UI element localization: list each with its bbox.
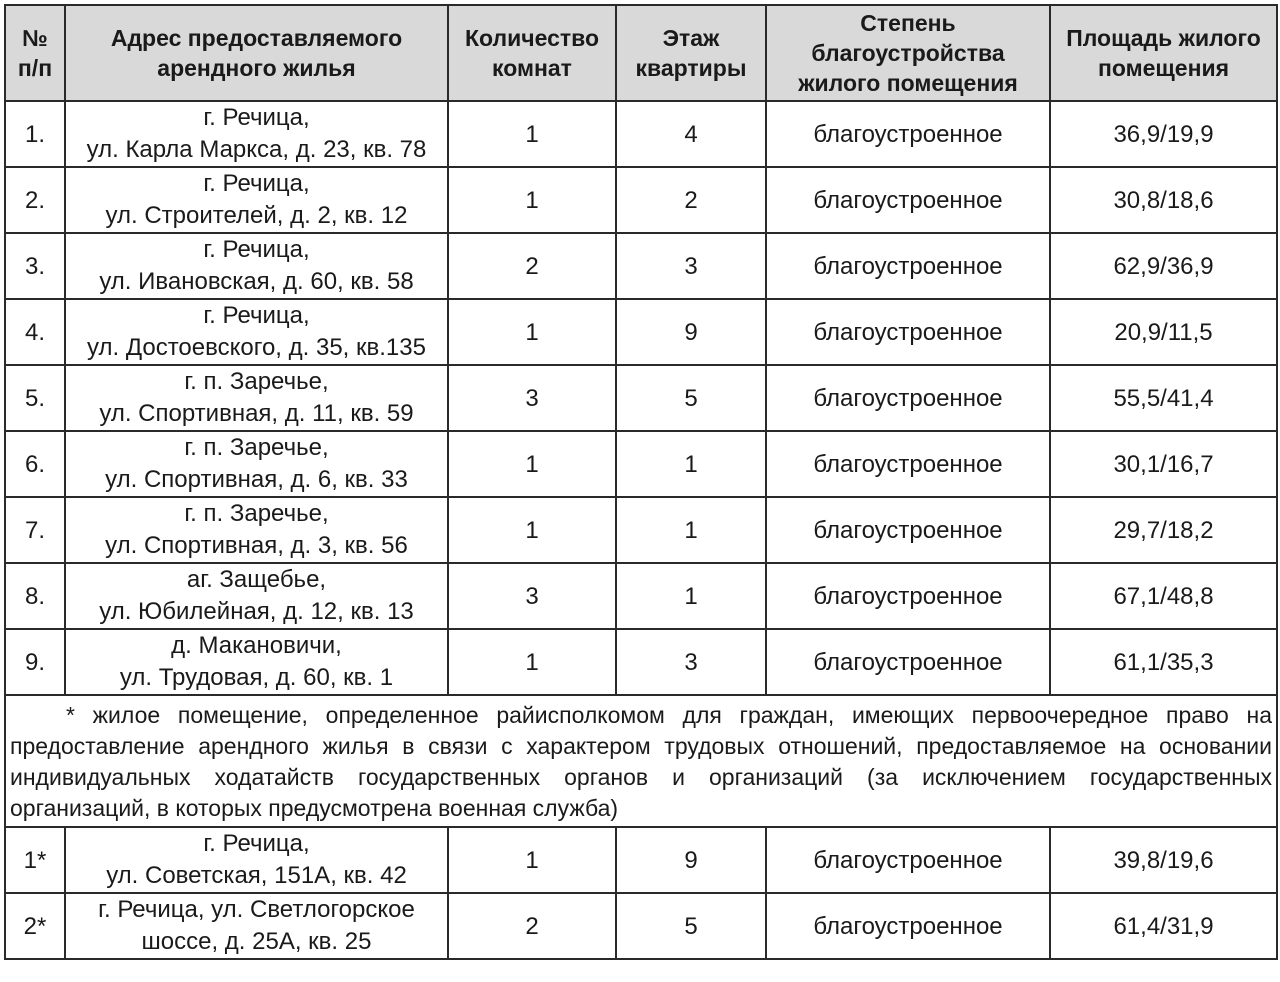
cell-rooms: 1 [448, 431, 616, 497]
cell-area: 30,8/18,6 [1050, 167, 1277, 233]
header-address: Адрес предоставляемого арендного жилья [65, 5, 448, 101]
cell-address [65, 167, 448, 233]
cell-rooms: 1 [448, 827, 616, 893]
address-line-2: ул. Достоевского, д. 35, кв.135 [87, 334, 426, 361]
table-row [5, 563, 1277, 629]
cell-area: 20,9/11,5 [1050, 299, 1277, 365]
cell-amenity: благоустроенное [766, 497, 1050, 563]
cell-area: 39,8/19,6 [1050, 827, 1277, 893]
cell-num: 1. [5, 101, 65, 167]
cell-num: 4. [5, 299, 65, 365]
cell-address [65, 299, 448, 365]
cell-rooms: 1 [448, 629, 616, 695]
cell-amenity: благоустроенное [766, 365, 1050, 431]
table-row [5, 827, 1277, 893]
address-line-1: г. п. Заречье, [184, 368, 329, 395]
cell-area: 61,4/31,9 [1050, 893, 1277, 959]
cell-address [65, 365, 448, 431]
cell-area: 55,5/41,4 [1050, 365, 1277, 431]
cell-rooms: 3 [448, 365, 616, 431]
address-line-2: ул. Ивановская, д. 60, кв. 58 [99, 268, 414, 295]
cell-amenity: благоустроенное [766, 893, 1050, 959]
cell-address [65, 629, 448, 695]
cell-num: 9. [5, 629, 65, 695]
cell-num: 7. [5, 497, 65, 563]
address-line-1: аг. Защебье, [186, 566, 327, 593]
header-num: № п/п [5, 5, 65, 101]
address-line-1: г. Речица, [203, 104, 310, 131]
cell-area: 61,1/35,3 [1050, 629, 1277, 695]
cell-floor: 4 [616, 101, 766, 167]
cell-area: 30,1/16,7 [1050, 431, 1277, 497]
cell-amenity: благоустроенное [766, 233, 1050, 299]
cell-rooms: 1 [448, 497, 616, 563]
cell-floor: 2 [616, 167, 766, 233]
address-line-2: ул. Строителей, д. 2, кв. 12 [105, 202, 408, 229]
cell-amenity: благоустроенное [766, 563, 1050, 629]
footnote-body: * жилое помещение, определенное райисполкомом для граждан, имеющих первоочередное право на предоставление арендного жилья в связи с характером трудовых отношений, предоставляемое на основании индивидуальных ходатайств государственных органов и организаций (за исключением государственных организаций, в которых предусмотрена военная служба) [10, 702, 1272, 821]
table-row [5, 431, 1277, 497]
address-line-2: ул. Спортивная, д. 6, кв. 33 [105, 466, 408, 493]
cell-address [65, 233, 448, 299]
address-line-1: г. п. Заречье, [184, 434, 329, 461]
cell-num: 3. [5, 233, 65, 299]
address-line-1: г. Речица, [203, 830, 310, 857]
cell-address [65, 893, 448, 959]
cell-address [65, 827, 448, 893]
address-line-1: г. Речица, [203, 302, 310, 329]
cell-num: 6. [5, 431, 65, 497]
cell-floor: 5 [616, 365, 766, 431]
table-row [5, 365, 1277, 431]
address-line-2: ул. Юбилейная, д. 12, кв. 13 [99, 598, 414, 625]
address-line-2: шоссе, д. 25А, кв. 25 [141, 928, 372, 955]
cell-num: 8. [5, 563, 65, 629]
cell-amenity: благоустроенное [766, 827, 1050, 893]
address-line-2: ул. Спортивная, д. 3, кв. 56 [105, 532, 408, 559]
address-line-1: г. Речица, [203, 236, 310, 263]
cell-amenity: благоустроенное [766, 431, 1050, 497]
cell-address [65, 563, 448, 629]
cell-rooms: 2 [448, 233, 616, 299]
cell-amenity: благоустроенное [766, 101, 1050, 167]
cell-amenity: благоустроенное [766, 299, 1050, 365]
address-line-2: ул. Карла Маркса, д. 23, кв. 78 [86, 136, 427, 163]
footnote-text [5, 695, 1277, 827]
table-row [5, 299, 1277, 365]
table-row [5, 101, 1277, 167]
cell-amenity: благоустроенное [766, 167, 1050, 233]
cell-address [65, 101, 448, 167]
cell-area: 29,7/18,2 [1050, 497, 1277, 563]
header-floor: Этаж квартиры [616, 5, 766, 101]
header-row [5, 5, 1277, 101]
cell-floor: 1 [616, 431, 766, 497]
header-amenity: Степень благоустройства жилого помещения [766, 5, 1050, 101]
address-line-1: г. Речица, ул. Светлогорское [98, 896, 415, 923]
housing-table [4, 4, 1278, 960]
cell-num: 5. [5, 365, 65, 431]
cell-floor: 9 [616, 299, 766, 365]
cell-area: 67,1/48,8 [1050, 563, 1277, 629]
header-rooms: Количество комнат [448, 5, 616, 101]
footnote-row [5, 695, 1277, 827]
cell-rooms: 1 [448, 299, 616, 365]
cell-num: 1* [5, 827, 65, 893]
address-line-2: ул. Спортивная, д. 11, кв. 59 [99, 400, 414, 427]
address-line-2: ул. Трудовая, д. 60, кв. 1 [119, 664, 394, 691]
address-line-1: г. п. Заречье, [184, 500, 329, 527]
cell-rooms: 1 [448, 167, 616, 233]
cell-amenity: благоустроенное [766, 629, 1050, 695]
cell-floor: 1 [616, 563, 766, 629]
cell-floor: 1 [616, 497, 766, 563]
cell-floor: 5 [616, 893, 766, 959]
table-row [5, 497, 1277, 563]
cell-area: 62,9/36,9 [1050, 233, 1277, 299]
cell-floor: 3 [616, 629, 766, 695]
address-line-1: д. Макановичи, [171, 632, 342, 659]
cell-num: 2. [5, 167, 65, 233]
cell-rooms: 3 [448, 563, 616, 629]
cell-address [65, 431, 448, 497]
table-row [5, 629, 1277, 695]
cell-num: 2* [5, 893, 65, 959]
table-row [5, 233, 1277, 299]
cell-rooms: 1 [448, 101, 616, 167]
address-line-2: ул. Советская, 151А, кв. 42 [106, 862, 407, 889]
header-area: Площадь жилого помещения [1050, 5, 1277, 101]
cell-rooms: 2 [448, 893, 616, 959]
table-row [5, 167, 1277, 233]
cell-floor: 9 [616, 827, 766, 893]
cell-address [65, 497, 448, 563]
cell-area: 36,9/19,9 [1050, 101, 1277, 167]
table-row [5, 893, 1277, 959]
cell-floor: 3 [616, 233, 766, 299]
address-line-1: г. Речица, [203, 170, 310, 197]
